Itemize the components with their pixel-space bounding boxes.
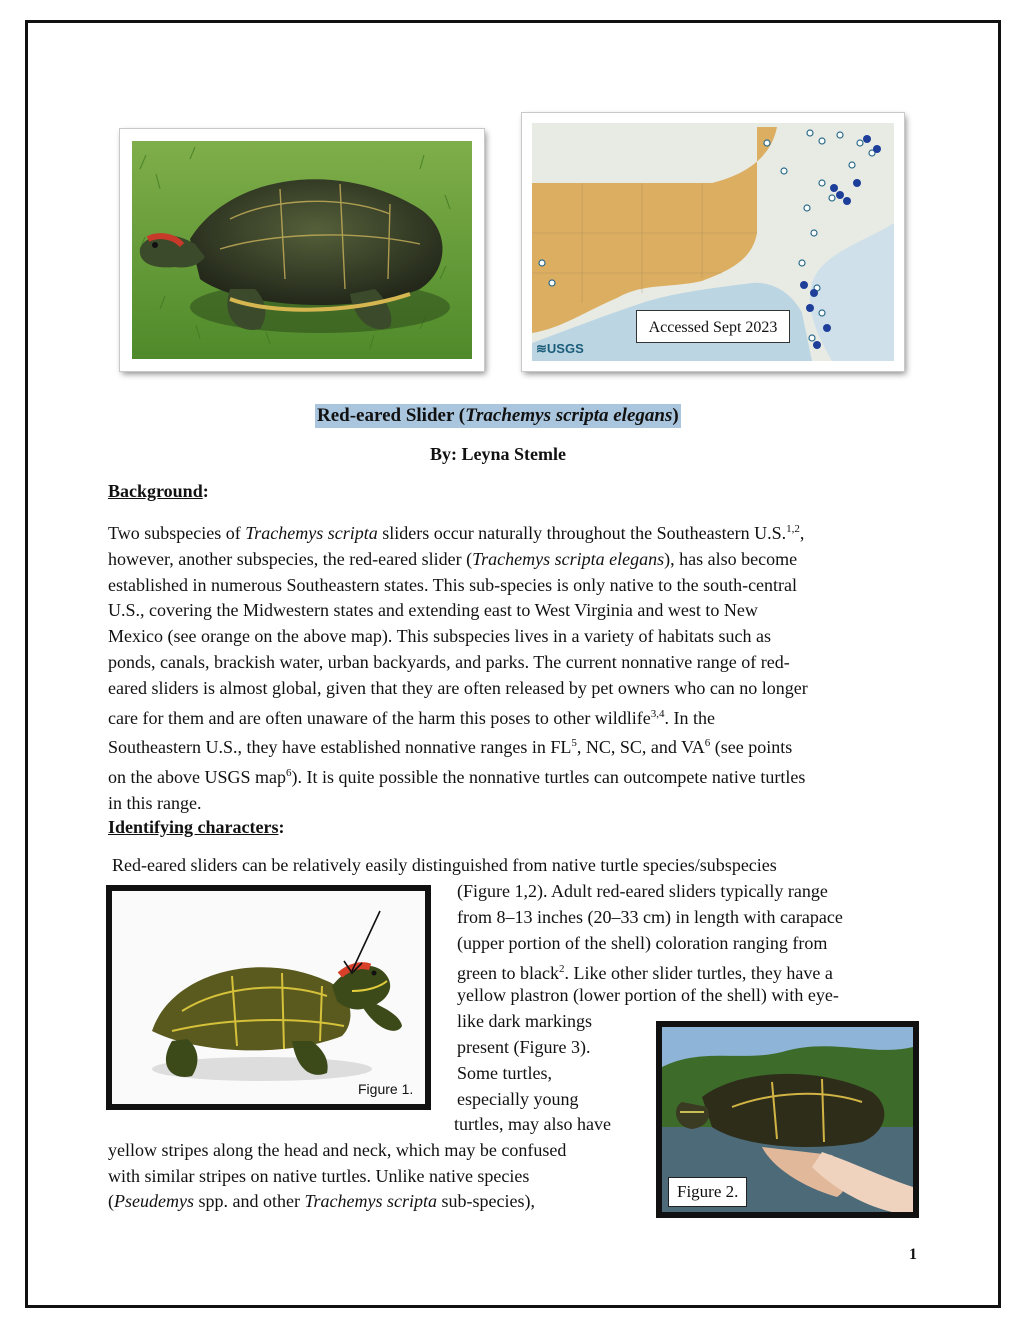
background-heading: Background:: [108, 481, 209, 501]
figure-1-image: [106, 885, 431, 1110]
page-number: 1: [909, 1246, 917, 1263]
identifying-heading: Identifying characters:: [108, 817, 285, 837]
usgs-logo: ≋USGS: [536, 341, 584, 356]
figure-2-label: Figure 2.: [668, 1177, 747, 1207]
author-line: By: Leyna Stemle: [430, 444, 566, 464]
figure-2-image: [656, 1021, 919, 1218]
red-eared-slider-photo: [120, 129, 484, 371]
background-paragraph: Two subspecies of Trachemys scripta sliders occur naturally throughout the Southeastern U.S.$^{1,2}$, however, another subspecies, the red-eared slider (Trachemys scripta elegans), has also become established in numerous Southeastern states. This sub-species is only native to the south-central U.S., covering the Midwestern states and extending east to West Virginia and west to New Mexico (see orange on the above map). This subspecies lives in a variety of habitats such as ponds, canals, brackish water, urban backyards, and parks. The current nonnative range of red- eared sliders is almost global, given that they are often released by pet owners who can no longer care for them and are often unaware of the harm this poses to other wildlife$^{3,4}$. In the Southeastern U.S., they have established nonnative ranges in $FL^5$, NC, SC, and $VA^6$ (see points on the above USGS map$^6$). It is quite possible the nonnative turtles can outcompete native turtles in this range.: [108, 523, 808, 813]
document-title: Red-eared Slider (Trachemys scripta elegans): [317, 405, 679, 426]
figure-1-label: Figure 1.: [358, 1081, 414, 1097]
accessed-date-label: Accessed Sept 2023: [636, 310, 790, 343]
